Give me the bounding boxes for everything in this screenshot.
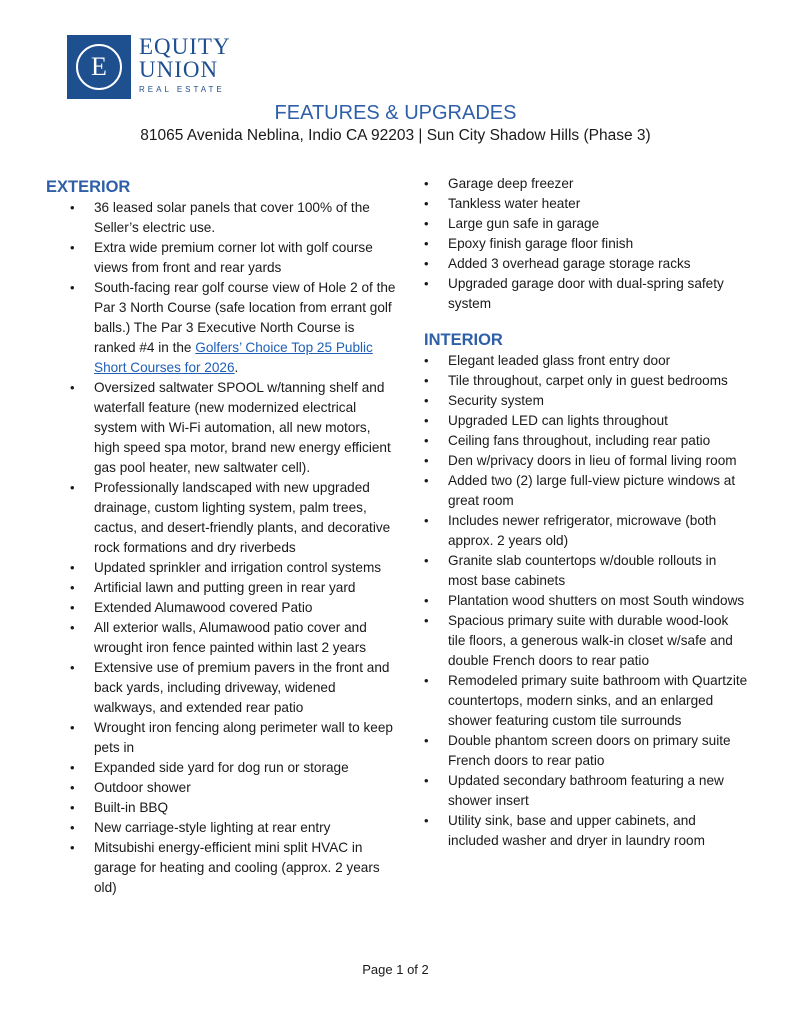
- logo-line-3: REAL ESTATE: [139, 85, 225, 94]
- list-item: • Ceiling fans throughout, including rear patio: [424, 431, 749, 451]
- list-item-text: South-facing rear golf course view of Hole 2 of the Par 3 North Course (safe location from errant golf balls.) The Par 3 Executive North Course is ranked #4 in the: [94, 280, 396, 355]
- list-item: • Extra wide premium corner lot with golf course views from front and rear yards: [70, 238, 396, 278]
- list-item: • Garage deep freezer: [424, 174, 749, 194]
- list-item: • Artificial lawn and putting green in rear yard: [70, 578, 396, 598]
- list-item: • Upgraded garage door with dual-spring safety system: [424, 274, 749, 314]
- list-item: • Spacious primary suite with durable wood-look tile floors, a generous walk-in closet w/safe and double French doors to rear patio: [424, 611, 749, 671]
- interior-heading: INTERIOR: [424, 331, 503, 349]
- list-item: • Utility sink, base and upper cabinets, and included washer and dryer in laundry room: [424, 811, 749, 851]
- logo-line-2: UNION: [139, 57, 219, 82]
- list-item: • New carriage-style lighting at rear entry: [70, 818, 396, 838]
- list-item: • 36 leased solar panels that cover 100% of the Seller’s electric use.: [70, 198, 396, 238]
- company-logo: [67, 35, 231, 99]
- list-item: • Plantation wood shutters on most South windows: [424, 591, 749, 611]
- list-item: • Granite slab countertops w/double rollouts in most base cabinets: [424, 551, 749, 591]
- property-address: 81065 Avenida Neblina, Indio CA 92203 | Sun City Shadow Hills (Phase 3): [140, 127, 651, 144]
- list-item: • Professionally landscaped with new upgraded drainage, custom lighting system, palm trees, cactus, and desert-friendly plants, and decorative rock formations and dry riverbeds: [70, 478, 396, 558]
- list-item: • Epoxy finish garage floor finish: [424, 234, 749, 254]
- page-title: FEATURES & UPGRADES: [274, 102, 517, 124]
- list-item: • Den w/privacy doors in lieu of formal living room: [424, 451, 749, 471]
- list-item: • Oversized saltwater SPOOL w/tanning shelf and waterfall feature (new modernized electrical system with Wi-Fi automation, all new motors, high speed spa motor, brand new energy efficient gas pool heater, new saltwater cell).: [70, 378, 396, 478]
- left-column: [46, 176, 396, 898]
- list-item: [70, 278, 396, 378]
- list-item: • Mitsubishi energy-efficient mini split HVAC in garage for heating and cooling (approx. 2 years old): [70, 838, 396, 898]
- list-item: • Tankless water heater: [424, 194, 749, 214]
- list-item: • Elegant leaded glass front entry door: [424, 351, 749, 371]
- list-item: • Added two (2) large full-view picture windows at great room: [424, 471, 749, 511]
- list-item: • Large gun safe in garage: [424, 214, 749, 234]
- golfers-choice-link[interactable]: Golfers’ Choice Top 25 Public Short Courses for 2026: [94, 340, 373, 375]
- exterior-heading: EXTERIOR: [46, 178, 131, 196]
- list-item: • Upgraded LED can lights throughout: [424, 411, 749, 431]
- list-item: • Updated sprinkler and irrigation control systems: [70, 558, 396, 578]
- list-item: • Tile throughout, carpet only in guest bedrooms: [424, 371, 749, 391]
- logo-line-1: EQUITY: [139, 34, 231, 59]
- right-column: [424, 174, 749, 851]
- list-item: • Wrought iron fencing along perimeter wall to keep pets in: [70, 718, 396, 758]
- list-item: • Security system: [424, 391, 749, 411]
- garage-list: [424, 174, 749, 314]
- list-item: • Outdoor shower: [70, 778, 396, 798]
- interior-section: [424, 329, 749, 851]
- logo-mark: [67, 35, 131, 99]
- exterior-list: [70, 198, 396, 898]
- list-item: • Updated secondary bathroom featuring a new shower insert: [424, 771, 749, 811]
- interior-list: [424, 351, 749, 851]
- list-item: • Includes newer refrigerator, microwave (both approx. 2 years old): [424, 511, 749, 551]
- list-item: • Built-in BBQ: [70, 798, 396, 818]
- link-suffix: .: [234, 360, 239, 375]
- logo-wordmark: [139, 35, 231, 94]
- list-item: • Double phantom screen doors on primary suite French doors to rear patio: [424, 731, 749, 771]
- list-item: • Expanded side yard for dog run or storage: [70, 758, 396, 778]
- list-item: • Extended Alumawood covered Patio: [70, 598, 396, 618]
- list-item: • All exterior walls, Alumawood patio cover and wrought iron fence painted within last 2 years: [70, 618, 396, 658]
- list-item: • Remodeled primary suite bathroom with Quartzite countertops, modern sinks, and an enlarged shower featuring custom tile surrounds: [424, 671, 749, 731]
- list-item: • Added 3 overhead garage storage racks: [424, 254, 749, 274]
- logo-monogram: E: [76, 44, 122, 90]
- page-number: Page 1 of 2: [362, 962, 429, 977]
- list-item: • Extensive use of premium pavers in the front and back yards, including driveway, widened walkways, and extended rear patio: [70, 658, 396, 718]
